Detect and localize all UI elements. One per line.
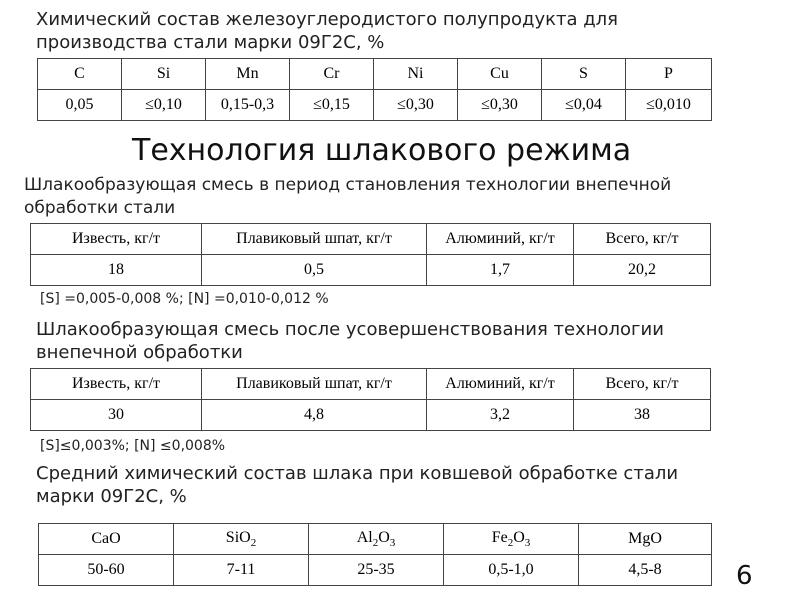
value-cell-mn: 0,15-0,3	[206, 90, 290, 121]
header-cell-s: S	[542, 59, 626, 90]
header-cell-fluorspar: Плавиковый шпат, кг/т	[202, 224, 427, 255]
header-cell-cr: Cr	[290, 59, 374, 90]
slag-mix-initial-table	[30, 223, 711, 286]
header-cell-si: Si	[122, 59, 206, 90]
value-cell-sio2: 7-11	[174, 555, 309, 586]
table-header-row	[31, 369, 711, 400]
value-cell-total: 20,2	[574, 255, 711, 286]
value-cell-aluminium: 3,2	[427, 400, 574, 431]
header-cell-mgo: MgO	[579, 524, 712, 555]
value-cell-fluorspar: 4,8	[202, 400, 427, 431]
table-row	[31, 255, 711, 286]
table-header-row	[39, 524, 712, 555]
page-number: 6	[736, 561, 753, 591]
header-cell-sio2	[174, 524, 309, 555]
slag-mix-improved-heading: Шлакообразующая смесь после усовершенствования технологии внепечной обработки	[36, 319, 664, 363]
fe2o3-subscript-a: 2	[507, 537, 514, 549]
table-header-row	[31, 224, 711, 255]
al2o3-part-a: Al	[356, 529, 373, 546]
value-cell-lime: 18	[31, 255, 202, 286]
header-cell-cu: Cu	[458, 59, 542, 90]
composition-table	[37, 58, 712, 121]
al2o3-subscript-b: 3	[389, 537, 396, 549]
value-cell-al2o3: 25-35	[309, 555, 444, 586]
header-cell-aluminium: Алюминий, кг/т	[427, 224, 574, 255]
value-cell-s: ≤0,04	[542, 90, 626, 121]
value-cell-cao: 50-60	[39, 555, 174, 586]
value-cell-fluorspar: 0,5	[202, 255, 427, 286]
table-row	[38, 90, 712, 121]
slag-composition-table	[38, 523, 712, 586]
header-cell-cao: CaO	[39, 524, 174, 555]
header-cell-total: Всего, кг/т	[574, 224, 711, 255]
header-cell-lime: Известь, кг/т	[31, 369, 202, 400]
header-cell-mn: Mn	[206, 59, 290, 90]
sio2-base: SiO	[225, 529, 251, 546]
sulfur-nitrogen-note-improved: [S]≤0,003%; [N] ≤0,008%	[40, 438, 226, 454]
value-cell-p: ≤0,010	[626, 90, 712, 121]
slag-mix-improved-table	[30, 368, 711, 431]
header-cell-total: Всего, кг/т	[574, 369, 711, 400]
fe2o3-part-a: Fe	[491, 529, 508, 546]
page-title: Технология шлакового режима	[132, 133, 632, 168]
value-cell-aluminium: 1,7	[427, 255, 574, 286]
sulfur-nitrogen-note-initial: [S] =0,005-0,008 %; [N] =0,010-0,012 %	[40, 291, 329, 307]
header-cell-al2o3	[309, 524, 444, 555]
value-cell-lime: 30	[31, 400, 202, 431]
value-cell-fe2o3: 0,5-1,0	[444, 555, 579, 586]
slag-composition-heading: Средний химический состав шлака при ковшевой обработке стали марки 09Г2С, %	[36, 463, 679, 507]
header-cell-p: P	[626, 59, 712, 90]
header-cell-ni: Ni	[374, 59, 458, 90]
value-cell-c: 0,05	[38, 90, 122, 121]
header-cell-c: C	[38, 59, 122, 90]
value-cell-si: ≤0,10	[122, 90, 206, 121]
value-cell-total: 38	[574, 400, 711, 431]
header-cell-fluorspar: Плавиковый шпат, кг/т	[202, 369, 427, 400]
composition-heading: Химический состав железоуглеродистого полупродукта для производства стали марки 09Г2С, %	[36, 9, 618, 53]
table-row	[31, 400, 711, 431]
header-cell-lime: Известь, кг/т	[31, 224, 202, 255]
sio2-subscript: 2	[250, 537, 257, 549]
table-header-row	[38, 59, 712, 90]
value-cell-cu: ≤0,30	[458, 90, 542, 121]
value-cell-mgo: 4,5-8	[579, 555, 712, 586]
value-cell-ni: ≤0,30	[374, 90, 458, 121]
header-cell-fe2o3	[444, 524, 579, 555]
table-row	[39, 555, 712, 586]
slag-mix-initial-heading: Шлакообразующая смесь в период становления технологии внепечной обработки стали	[24, 175, 672, 218]
fe2o3-subscript-b: 3	[524, 537, 531, 549]
header-cell-aluminium: Алюминий, кг/т	[427, 369, 574, 400]
value-cell-cr: ≤0,15	[290, 90, 374, 121]
al2o3-part-b: O	[378, 529, 390, 546]
al2o3-subscript-a: 2	[372, 537, 379, 549]
fe2o3-part-b: O	[513, 529, 525, 546]
